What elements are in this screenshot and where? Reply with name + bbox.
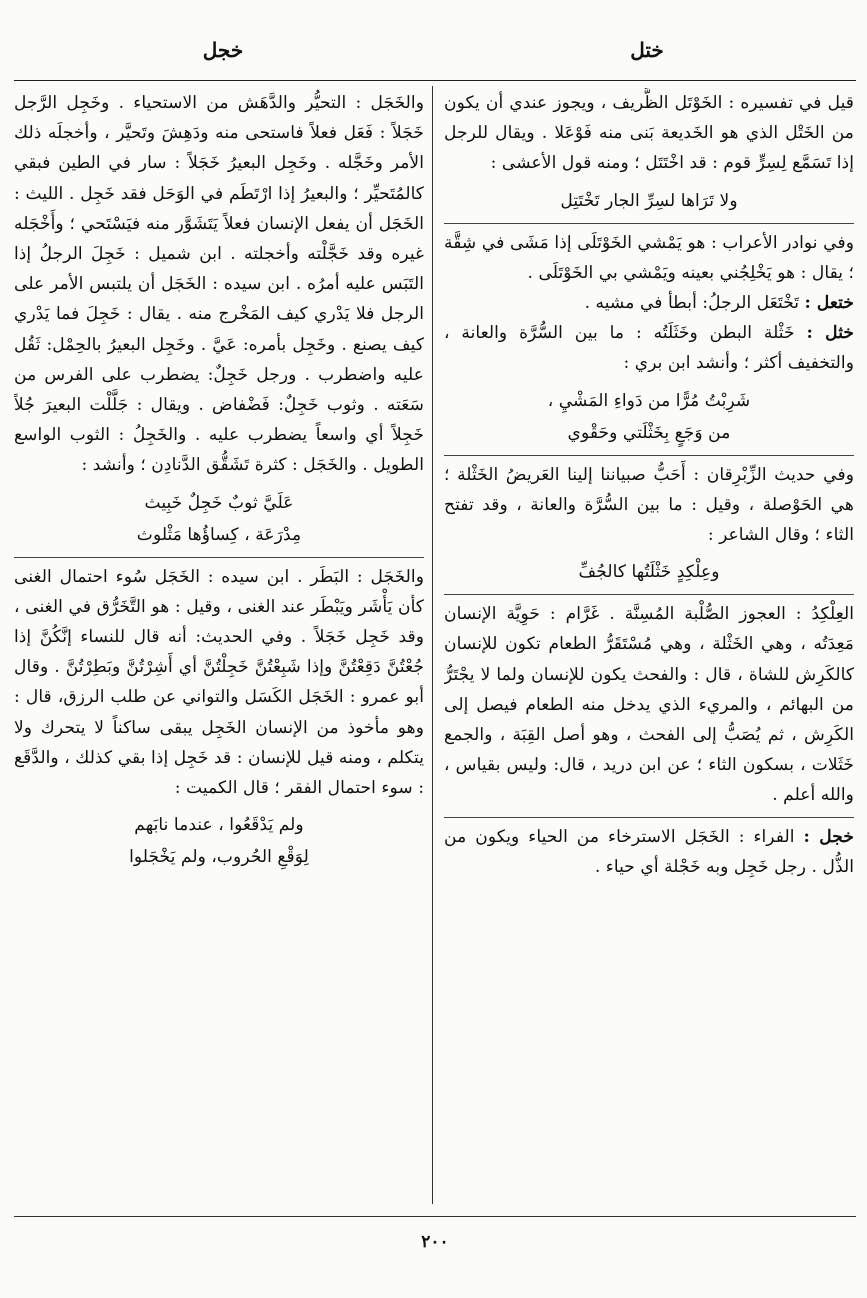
header-word-left: خجل <box>202 38 244 62</box>
paragraph: قيل في تفسيره : الخَوْتَل الظَّريف ، ويجوز عندي أن يكون من الخَتْل الذي هو الخَديعة بَنى منه فَوْعَلا . ويقال للرجل إذا تَسَمَّع لِسِرٍّ قوم : قد اخْتَتَل ؛ ومنه قول الأعشى : <box>444 93 854 174</box>
entry-separator <box>14 557 424 558</box>
right-column <box>444 88 854 1208</box>
column-divider <box>432 86 433 1204</box>
entry-separator <box>444 817 854 818</box>
entry-text: تَخْتَعَل الرجلُ: أبطأ في مشيه . <box>584 293 800 314</box>
entry <box>444 318 854 378</box>
paragraph: والخَجَل : البَطَر . ابن سيده : الخَجَل سُوء احتمال الغنى كأن يَأْشَر ويَبْطَر عند الغنى ، وقيل : هو التَّخَرُّق في الغنى ، وقد خَجِل خَجَلاً . وفي الحديث: أنه قال للنساء إنَّكُنَّ إذا جُعْتُنَّ دَقِعْتُنَّ وإذا شَبِعْتُنَّ خَجِلْتُنَّ أي أَشِرْتُنَّ وبَطِرْتُنَّ . وقال أبو عمرو : الخَجَل الكَسَل والتواني عن طلب الرزق، قال : وهو مأخوذ من الإنسان الخَجِل يبقى ساكناً لا يتحرك ولا يتكلم ، ومنه قيل للإنسان : قد خَجِل إذا بقي كذلك ، والدَّقَع : سوء احتمال الفقر ؛ قال الكميت : <box>14 566 424 799</box>
entry-separator <box>444 223 854 224</box>
paragraph: والخَجَل : التحيُّر والدَّهَش من الاستحياء . وخَجِل الرَّجل خَجَلاً : فَعَل فعلاً فاستحى منه ودَهِشَ وتَحيَّر ، وأخجلَه ذلك الأمر وخَجَّله . وخَجِل البعيرُ خَجَلاً : سار في الطين فبقي كالمُتَحيِّر ؛ والبعيرُ إذا ارْتَطَم في الوَحَل فقد خَجِل . الليث : الخَجَل أن يفعل الإنسان فعلاً يَتَشَوَّر منه فيَسْتَحي ؛ وأَخْجَله غيره وقد خَجَّلْته وأخجلته . ابن شميل : خَجِلَ الرجلُ إذا التَبَس عليه أمرُه . ابن سيده : الخَجَل أن يلتبس الأمر على الرجل فلا يَدْري كيف المَخْرج منه . يقال : خَجِلَ فما يَدْري كيف يصنع . وخَجِل بأمره: عَيَّ . وخَجِل البعيرُ بالحِمْل: ثَقُل عليه واضطرب . ورجل خَجِلٌ: يضطرب على الفرس من سَعَته . وثوب خَجِلٌ: فَضْفاض . ويقال : جَلَّلْت البعيرَ جُلاً خَجِلاً أي واسعاً يضطرب عليه . والخَجِلُ : الثوب الواسع الطويل . والخَجَل : كثرة تَشَقُّق الدَّنادِن ؛ وأنشد : <box>14 93 424 476</box>
entry <box>444 822 854 882</box>
left-column <box>14 88 424 1208</box>
verse-line: لِوَقْعِ الحُروب، ولم يَخْجَلوا <box>129 847 309 868</box>
header-rule <box>14 80 856 81</box>
entry-headword: ختعل : <box>804 293 854 314</box>
entry-separator <box>444 455 854 456</box>
verse-line: ولا تَرَاها لسِرِّ الجار تَخْتَتِل <box>560 190 738 211</box>
verse-line: عَلَيَّ ثوبٌ خَجِلٌ خَبِيث <box>144 492 294 513</box>
verse-line: شَرِبْتُ مُرًّا من دَواءِ المَشْيِ ، <box>547 390 751 411</box>
entry-headword: خجل : <box>803 826 854 847</box>
paragraph: العِلْكِدُ : العجوز الصُّلْبة المُسِنَّة . غَرَّام : حَوِيَّة الإنسان مَعِدَتُه ، وهي الخَثْلة ، وهي مُسْتَقَرُّ الطعام تكون للإنسان كالكَرِش للشاة ، قال : والفحث يكون للإنسان ولما لا يجْتَرُّ من البهائم ، والمريء الذي يدخل منه الطعام فيصل إلى الكَرِش ، ثم يُصَبُّ إلى الفحث ، وهو أصل القِبَة ، والجمع خَثَلات ، بسكون الثاء ؛ عن ابن دريد ، قال: وليس بقياس ، والله أعلم . <box>444 604 854 806</box>
entry-headword: خثل : <box>806 323 854 344</box>
verse-line: من وَجَعٍ بِخَثْلَتي وحَقْوي <box>567 422 731 443</box>
page-number: ٢٠٠ <box>421 1232 449 1252</box>
entry <box>444 288 854 318</box>
entry-text: الفراء : الخَجَل الاسترخاء من الحياء ويكون من الذُّل . رجل خَجِل وبه خَجْلة أي حياء . <box>444 826 854 877</box>
verse-line: مِدْرَعَة ، كِساؤُها مَثْلوث <box>136 524 302 545</box>
footer-rule <box>14 1216 856 1217</box>
entry-text: خَثْلة البطن وخَثَلَتُه : ما بين السُّرَّة والعانة ، والتخفيف أكثر ؛ وأنشد ابن بري : <box>444 323 854 374</box>
verse-line: وعِلْكِدٍ خَثْلَتُها كالجُفِّ <box>578 562 720 583</box>
verse-line: ولم يَدْقَعُوا ، عندما نابَهم <box>134 815 304 836</box>
header-word-right: ختل <box>630 38 664 62</box>
paragraph: وفي حديث الزِّبْرِقان : أَحَبُّ صبياننا إلينا العَريضُ الخَثْلة ؛ هي الحَوْصلة ، وقيل : ما بين السُّرَّة والعانة ، وقد تفتح الثاء ؛ وقال الشاعر : <box>444 464 854 546</box>
paragraph: وفي نوادر الأعراب : هو يَمْشي الخَوْتَلَى إذا مَشَى في شِقَّة ؛ يقال : هو يَخْلِجُني بعينه ويَمْشي بي الخَوْتَلَى . <box>444 232 854 283</box>
page-header <box>0 30 867 74</box>
entry-separator <box>444 594 854 595</box>
